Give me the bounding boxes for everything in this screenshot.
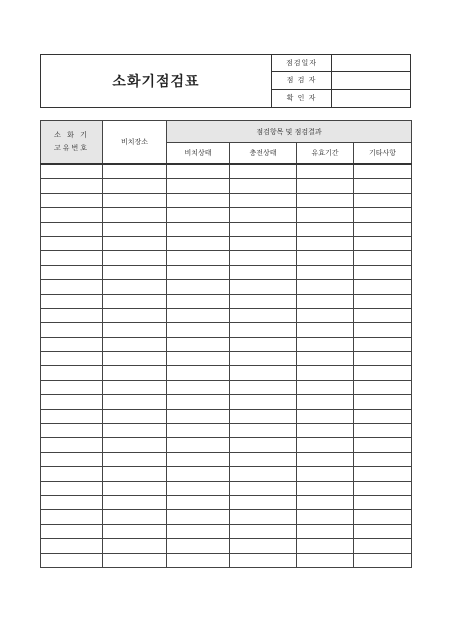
table-cell[interactable] [103,294,167,308]
table-cell[interactable] [230,294,297,308]
table-cell[interactable] [297,553,354,567]
table-cell[interactable] [297,251,354,265]
table-cell[interactable] [230,553,297,567]
table-cell[interactable] [103,323,167,337]
table-cell[interactable] [230,265,297,279]
table-row [41,510,412,524]
table-cell[interactable] [230,323,297,337]
table-row [41,236,412,250]
table-cell[interactable] [103,236,167,250]
table-cell[interactable] [354,337,412,351]
table-cell[interactable] [354,308,412,322]
table-row [41,193,412,207]
table-cell[interactable] [167,208,230,222]
info-row-inspector [272,72,410,89]
table-row [41,481,412,495]
table-row [41,409,412,423]
table-cell[interactable] [41,251,103,265]
table-cell[interactable] [230,164,297,179]
table-cell[interactable] [167,452,230,466]
table-cell[interactable] [354,438,412,452]
table-cell[interactable] [103,352,167,366]
table-cell[interactable] [354,395,412,409]
table-cell[interactable] [41,380,103,394]
table-cell[interactable] [354,510,412,524]
table-cell[interactable] [230,424,297,438]
header-charge-status: 충전상태 [230,143,297,165]
table-cell[interactable] [297,510,354,524]
table-cell[interactable] [354,424,412,438]
table-cell[interactable] [354,294,412,308]
table-cell[interactable] [167,222,230,236]
table-row [41,539,412,553]
header-extinguisher-id [41,121,103,165]
table-cell[interactable] [230,452,297,466]
info-row-confirmer [272,90,410,107]
table-cell[interactable] [297,164,354,179]
inspection-date-field[interactable] [332,55,410,71]
table-cell[interactable] [167,280,230,294]
info-label: 확 인 자 [272,90,332,107]
table-cell[interactable] [103,524,167,538]
table-cell[interactable] [354,495,412,509]
table-cell[interactable] [167,323,230,337]
table-cell[interactable] [230,352,297,366]
table-cell[interactable] [297,236,354,250]
table-cell[interactable] [41,337,103,351]
header-remarks: 기타사항 [354,143,412,165]
table-cell[interactable] [41,222,103,236]
table-row [41,553,412,567]
header-location: 비치장소 [103,121,167,165]
table-body [41,164,412,567]
table-cell[interactable] [103,308,167,322]
table-cell[interactable] [354,164,412,179]
table-cell[interactable] [230,495,297,509]
table-cell[interactable] [167,467,230,481]
table-cell[interactable] [41,236,103,250]
table-cell[interactable] [297,352,354,366]
table-cell[interactable] [297,280,354,294]
table-cell[interactable] [230,222,297,236]
table-cell[interactable] [297,179,354,193]
table-cell[interactable] [230,510,297,524]
table-cell[interactable] [103,193,167,207]
table-row [41,164,412,179]
table-cell[interactable] [167,193,230,207]
table-cell[interactable] [230,251,297,265]
table-cell[interactable] [41,179,103,193]
table-cell[interactable] [297,366,354,380]
table-cell[interactable] [297,308,354,322]
table-cell[interactable] [167,251,230,265]
table-cell[interactable] [354,553,412,567]
header-box [40,54,411,108]
table-cell[interactable] [354,251,412,265]
table-cell[interactable] [354,222,412,236]
table-cell[interactable] [354,539,412,553]
header-id-line2: 고유번호 [53,144,90,152]
table-cell[interactable] [41,467,103,481]
table-cell[interactable] [354,179,412,193]
table-cell[interactable] [230,467,297,481]
table-cell[interactable] [354,481,412,495]
table-cell[interactable] [167,265,230,279]
table-cell[interactable] [103,395,167,409]
table-cell[interactable] [41,395,103,409]
table-cell[interactable] [297,380,354,394]
table-cell[interactable] [41,524,103,538]
table-cell[interactable] [230,409,297,423]
table-cell[interactable] [41,553,103,567]
table-cell[interactable] [167,337,230,351]
table-cell[interactable] [230,481,297,495]
table-cell[interactable] [103,280,167,294]
table-cell[interactable] [354,467,412,481]
table-cell[interactable] [354,208,412,222]
table-cell[interactable] [103,452,167,466]
table-cell[interactable] [297,337,354,351]
table-cell[interactable] [354,265,412,279]
table-cell[interactable] [354,352,412,366]
info-label: 점검일자 [272,55,332,71]
table-cell[interactable] [297,323,354,337]
table-row [41,323,412,337]
table-cell[interactable] [354,409,412,423]
table-cell[interactable] [354,280,412,294]
table-cell[interactable] [297,495,354,509]
table-cell[interactable] [354,193,412,207]
table-cell[interactable] [103,265,167,279]
table-cell[interactable] [103,179,167,193]
table-row [41,294,412,308]
table-cell[interactable] [167,294,230,308]
table-cell[interactable] [41,452,103,466]
header-id-line1: 소 화 기 [54,131,89,139]
table-cell[interactable] [103,424,167,438]
table-cell[interactable] [297,481,354,495]
table-cell[interactable] [297,438,354,452]
header-expiry: 유효기간 [297,143,354,165]
table-cell[interactable] [167,510,230,524]
table-cell[interactable] [41,280,103,294]
table-cell[interactable] [41,481,103,495]
table-cell[interactable] [103,467,167,481]
table-cell[interactable] [103,380,167,394]
info-row-inspection-date [272,55,410,72]
table-cell[interactable] [167,366,230,380]
table-cell[interactable] [103,553,167,567]
table-row [41,308,412,322]
header-inspection-items: 점검항목 및 점검결과 [167,121,412,143]
inspector-field[interactable] [332,72,410,88]
table-cell[interactable] [297,222,354,236]
table-row [41,395,412,409]
table-cell[interactable] [167,481,230,495]
table-cell[interactable] [167,409,230,423]
table-cell[interactable] [167,308,230,322]
table-cell[interactable] [230,208,297,222]
table-cell[interactable] [167,524,230,538]
document-title: 소화기점검표 [112,74,200,90]
inspection-table [40,120,412,568]
table-cell[interactable] [297,452,354,466]
table-cell[interactable] [297,467,354,481]
table-row [41,366,412,380]
table-row [41,222,412,236]
table-cell[interactable] [103,510,167,524]
table-cell[interactable] [103,481,167,495]
table-cell[interactable] [167,495,230,509]
table-row [41,438,412,452]
table-cell[interactable] [297,193,354,207]
table-cell[interactable] [41,424,103,438]
table-cell[interactable] [354,452,412,466]
table-cell[interactable] [230,395,297,409]
table-cell[interactable] [354,236,412,250]
table-row [41,179,412,193]
confirmer-field[interactable] [332,90,410,107]
table-cell[interactable] [297,539,354,553]
table-cell[interactable] [167,438,230,452]
table-cell[interactable] [103,495,167,509]
table-cell[interactable] [354,380,412,394]
table-cell[interactable] [167,539,230,553]
table-cell[interactable] [297,265,354,279]
table-cell[interactable] [103,222,167,236]
table-cell[interactable] [103,337,167,351]
table-row [41,352,412,366]
table-cell[interactable] [103,251,167,265]
table-cell[interactable] [230,280,297,294]
table-row [41,452,412,466]
table-cell[interactable] [230,366,297,380]
table-row [41,337,412,351]
table-cell[interactable] [167,236,230,250]
table-cell[interactable] [230,337,297,351]
table-cell[interactable] [103,438,167,452]
table-cell[interactable] [41,265,103,279]
table-cell[interactable] [103,539,167,553]
table-cell[interactable] [41,409,103,423]
table-cell[interactable] [230,524,297,538]
table-cell[interactable] [354,524,412,538]
table-cell[interactable] [103,409,167,423]
table-cell[interactable] [41,308,103,322]
table-cell[interactable] [41,294,103,308]
table-cell[interactable] [103,164,167,179]
table-cell[interactable] [354,366,412,380]
table-cell[interactable] [41,510,103,524]
table-cell[interactable] [41,539,103,553]
table-cell[interactable] [41,438,103,452]
info-label: 점 검 자 [272,72,332,88]
table-cell[interactable] [167,179,230,193]
table-cell[interactable] [41,164,103,179]
table-cell[interactable] [41,366,103,380]
table-cell[interactable] [167,164,230,179]
table-cell[interactable] [230,308,297,322]
table-row [41,424,412,438]
table-cell[interactable] [167,395,230,409]
table-cell[interactable] [230,438,297,452]
table-row [41,280,412,294]
table-row [41,467,412,481]
table-cell[interactable] [167,380,230,394]
table-cell[interactable] [297,294,354,308]
table-cell[interactable] [167,352,230,366]
table-cell[interactable] [297,424,354,438]
title-cell [41,55,272,107]
table-cell[interactable] [297,524,354,538]
table-cell[interactable] [297,208,354,222]
table-cell[interactable] [230,236,297,250]
table-cell[interactable] [354,323,412,337]
table-cell[interactable] [41,323,103,337]
table-cell[interactable] [41,208,103,222]
table-cell[interactable] [297,395,354,409]
table-cell[interactable] [230,179,297,193]
table-row [41,251,412,265]
table-cell[interactable] [103,208,167,222]
table-cell[interactable] [230,539,297,553]
table-cell[interactable] [41,352,103,366]
table-row [41,495,412,509]
table-row [41,524,412,538]
table-cell[interactable] [297,409,354,423]
table-row [41,380,412,394]
table-cell[interactable] [230,380,297,394]
table-cell[interactable] [103,366,167,380]
table-row [41,265,412,279]
table-cell[interactable] [167,424,230,438]
table-cell[interactable] [41,193,103,207]
table-row [41,208,412,222]
table-cell[interactable] [230,193,297,207]
header-placement-status: 비치상태 [167,143,230,165]
table-cell[interactable] [41,495,103,509]
table-cell[interactable] [167,553,230,567]
